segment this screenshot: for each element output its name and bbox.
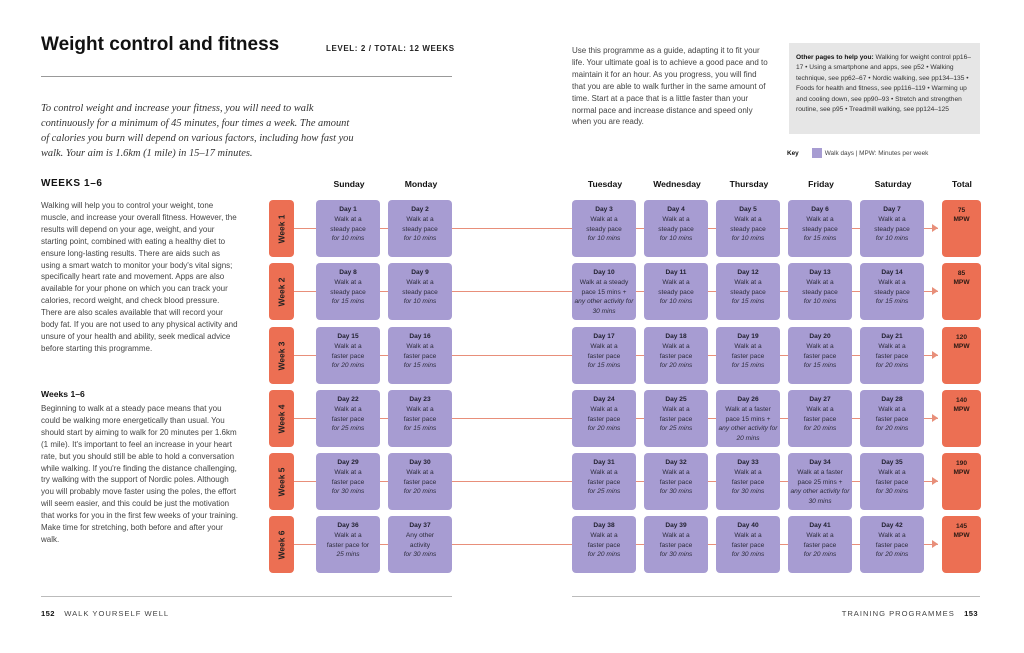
day-duration: for 20 mins [659,362,693,370]
arrow-right-icon [932,224,938,232]
day-number: Day 13 [809,269,831,276]
day-activity-line: Walk at a [878,278,906,286]
key-label: Key [787,149,799,157]
day-duration: for 20 mins [403,488,437,496]
total-unit: MPW [953,343,970,350]
day-activity-line: pace 25 mins + [797,478,843,486]
guide-paragraph: Use this programme as a guide, adapting it to fit your life. Your ultimate goal is to achieve a good pace and to maintain it for an hour. As you progress, you will find that you are able to walk further in the same amount of time. Start at a pace that is a little faster than your normal pace and increase distance and speed only when you are ready. [572,46,768,127]
day-duration: for 15 mins [731,298,765,306]
day-activity-line: steady pace [402,288,438,296]
day-activity-line: Walk at a [662,342,690,350]
day-activity-line: Walk at a [334,342,362,350]
day-activity-line: Walk at a [334,215,362,223]
week-label: Week 3 [276,341,287,370]
day-activity-line: steady pace [586,225,622,233]
day-card [572,453,636,510]
key-legend [787,148,928,158]
day-number: Day 26 [737,396,759,403]
day-activity-line: Walk at a [734,531,762,539]
day-number: Day 17 [593,333,615,340]
day-number: Day 21 [881,333,903,340]
day-duration: for 15 mins [803,362,837,370]
day-header-2: Tuesday [587,179,623,189]
day-duration: for 10 mins [331,235,365,243]
week-label-tab [269,516,294,573]
day-activity-line: faster pace [731,352,765,360]
help-box-text: Walking for weight control pp16–17 • Using a smartphone and apps, see p52 • Walking technique, see pp62–67 • Nordic walking, see pp134–135 • Foods for health and fitness, see pp116–119 • Warming up and cooling down, see pp90–93 • Stretch and strengthen routine, see p95 • Treadmill walking, see pp124–125 [796,54,971,114]
day-number: Day 20 [809,333,831,340]
day-activity-line: pace 15 mins + [725,415,771,423]
day-activity-line: faster pace [875,541,909,549]
day-card [716,516,780,573]
week-label: Week 5 [276,467,287,496]
week-label: Week 2 [276,277,287,306]
day-duration: for 20 mins [803,551,837,559]
day-card [716,453,780,510]
day-number: Day 34 [809,459,831,466]
total-minutes: 140 [955,397,967,404]
day-number: Day 23 [409,396,431,403]
weekly-total [942,516,981,573]
day-duration: for 10 mins [403,298,437,306]
day-activity-line: faster pace [659,541,693,549]
day-activity-line: faster pace [875,478,909,486]
week-row [0,516,1024,573]
day-card [788,327,852,384]
week-row [0,263,1024,320]
day-card [716,327,780,384]
day-number: Day 3 [595,206,613,213]
day-duration: for 10 mins [659,298,693,306]
day-activity-line: faster pace [659,478,693,486]
day-activity-line: Walk at a [734,278,762,286]
day-activity-line: Walk at a [806,278,834,286]
day-activity-line: Walk at a [406,215,434,223]
day-activity-line: faster pace [803,352,837,360]
day-number: Day 40 [737,522,759,529]
day-activity-line: Walk at a [590,468,618,476]
day-activity-line: faster pace [403,478,437,486]
day-duration: for 20 mins [331,362,365,370]
day-activity-line: faster pace [331,415,365,423]
footer-section-right: TRAINING PROGRAMMES [841,609,955,618]
day-duration: for 10 mins [875,235,909,243]
day-card [788,390,852,447]
key-text: Walk days | MPW: Minutes per week [824,149,929,157]
day-duration: for 20 mins [587,425,621,433]
day-activity-line: faster pace [659,415,693,423]
day-activity-line: faster pace [587,352,621,360]
day-number: Day 32 [665,459,687,466]
day-activity-line: Walk at a [590,215,618,223]
day-duration: for 30 mins [731,488,765,496]
day-activity-line: faster pace [731,541,765,549]
day-card [644,200,708,257]
day-activity-line: Walk at a [806,215,834,223]
day-card [860,263,924,320]
day-card [860,453,924,510]
day-duration: for 15 mins [403,362,437,370]
day-activity-line: steady pace [330,288,366,296]
sub-heading: Weeks 1–6 [41,389,85,399]
help-box-title: Other pages to help you: [796,54,874,61]
day-activity-line: faster pace [403,415,437,423]
day-activity-line: Walk at a [662,278,690,286]
day-number: Day 41 [809,522,831,529]
day-activity-line: Any other [405,531,435,539]
total-minutes: 145 [955,523,967,530]
page-number-right: 153 [964,609,978,618]
day-card [316,327,380,384]
day-card [860,390,924,447]
day-duration: for 10 mins [403,235,437,243]
day-card [788,200,852,257]
day-activity-line: Walk at a [406,405,434,413]
day-activity-line: pace 15 mins + [581,288,627,296]
day-number: Day 6 [811,206,829,213]
total-minutes: 190 [955,460,967,467]
day-number: Day 29 [337,459,359,466]
day-activity-line: steady pace [330,225,366,233]
day-activity-line: Walk at a [878,468,906,476]
day-header-0: Sunday [333,179,365,189]
day-duration: for 10 mins [803,298,837,306]
day-duration: for 30 mins [731,551,765,559]
total-unit: MPW [953,532,970,539]
day-activity-line: Walk at a [662,468,690,476]
day-duration: for 20 mins [875,362,909,370]
total-unit: MPW [953,279,970,286]
day-card [388,263,452,320]
day-card [572,390,636,447]
day-card [716,390,780,447]
body-paragraph-2: Beginning to walk at a steady pace means that you could be walking more energetically than usual. You should start by aiming to walk for 20 minutes per 1.6km (1 mile). It's important to feel an increase in your heart rate, but you should still be able to hold a conversation while walking. If you're finding the distance challenging, try walking with the support of Nordic poles. Although you will probably move faster using the poles, the effort will seem easier, and this could be just the motivation that works for you in the first few weeks of your training. Make time for stretching, both before and after your walk. [41,404,238,544]
arrow-right-icon [932,477,938,485]
day-activity-line: faster pace [587,415,621,423]
day-activity-line: faster pace [587,541,621,549]
footer-divider-left [41,596,452,597]
day-card [572,200,636,257]
day-number: Day 8 [339,269,357,276]
day-activity-line: Walk at a [734,215,762,223]
total-unit: MPW [953,469,970,476]
day-number: Day 22 [337,396,359,403]
day-activity-line: steady pace [802,225,838,233]
day-activity-line: faster pace [331,352,365,360]
day-number: Day 24 [593,396,615,403]
day-card [644,327,708,384]
day-number: Day 36 [337,522,359,529]
day-card [572,327,636,384]
day-number: Day 18 [665,333,687,340]
day-activity-line: Walk at a [734,342,762,350]
day-card [716,200,780,257]
week-label: Week 1 [276,214,287,243]
day-duration: for 15 mins [731,362,765,370]
arrow-right-icon [932,287,938,295]
day-number: Day 12 [737,269,759,276]
day-card [788,263,852,320]
day-number: Day 2 [411,206,429,213]
day-activity-line: Walk at a [590,405,618,413]
day-duration: for 20 mins [875,551,909,559]
day-duration: for 30 mins [659,551,693,559]
day-card [316,516,380,573]
total-minutes: 75 [957,207,966,214]
day-duration: for 15 mins [803,235,837,243]
day-activity-line: Walk at a [590,342,618,350]
week-row [0,327,1024,384]
day-number: Day 1 [339,206,357,213]
day-number: Day 39 [665,522,687,529]
day-activity-line: Walk at a steady [579,278,629,286]
day-activity-line: faster pace [803,415,837,423]
day-activity-line: steady pace [730,225,766,233]
day-duration: for 15 mins [403,425,437,433]
day-card [572,516,636,573]
footer-left [41,609,169,618]
day-activity-line: steady pace [874,288,910,296]
day-number: Day 14 [881,269,903,276]
week-label-tab [269,200,294,257]
day-number: Day 10 [593,269,615,276]
intro-paragraph: To control weight and increase your fitness, you will need to walk continuously for a minimum of 45 minutes, four times a week. The amount of calories you burn will depend on various factors, including how fast you walk. Your aim is 1.6km (1 mile) in 15–17 minutes. [41,103,354,159]
day-activity-line: Walk at a [662,215,690,223]
day-number: Day 4 [667,206,685,213]
page-title: Weight control and fitness [41,34,280,55]
day-activity-line: faster pace [659,352,693,360]
day-card [388,390,452,447]
day-activity-line: steady pace [402,225,438,233]
day-header-7: Total [952,179,972,189]
day-activity-line: steady pace [874,225,910,233]
footer-section-left: WALK YOURSELF WELL [64,609,170,618]
day-card [388,200,452,257]
day-card [316,200,380,257]
day-number: Day 5 [739,206,757,213]
day-activity-line: steady pace [658,225,694,233]
day-activity-line: Walk at a [406,278,434,286]
day-number: Day 28 [881,396,903,403]
day-activity-line: faster pace [875,415,909,423]
day-number: Day 37 [409,522,431,529]
day-card [644,453,708,510]
day-number: Day 27 [809,396,831,403]
body-paragraph-1: Walking will help you to control your weight, tone muscle, and increase your overall fitness. However, the results will depend on your age, weight, and your starting point, combined with eating a healthy diet to ensure long-lasting results. There are aids such as using a smart watch to monitor your body's vital signs; specifically heart rate and movement. Apps are also available for your phone on which you can track your calories, record weight, and check blood pressure. There are also scales available that will record your body fat. If you are not used to any physical activity and unsure of your health and ability, seek medical advice before starting this programme. [41,201,238,353]
day-number: Day 16 [409,333,431,340]
week-label-tab [269,390,294,447]
day-activity-line: activity [409,541,431,549]
day-card [572,263,636,320]
day-card [644,263,708,320]
arrow-right-icon [932,540,938,548]
day-activity-line: Walk at a [590,531,618,539]
arrow-right-icon [932,351,938,359]
day-activity-line: Walk at a [878,531,906,539]
day-activity-line: faster pace [803,541,837,549]
day-duration: any other activity for 30 mins [574,298,634,316]
footer-right [842,609,978,618]
day-activity-line: Walk at a [406,342,434,350]
day-duration: for 25 mins [587,488,621,496]
day-card [860,516,924,573]
day-activity-line: steady pace [730,288,766,296]
day-card [860,200,924,257]
day-activity-line: Walk at a [334,278,362,286]
total-minutes: 85 [957,270,966,277]
weekly-total [942,327,981,384]
day-duration: for 30 mins [403,551,437,559]
weeks-heading: WEEKS 1–6 [41,178,103,189]
week-label: Week 4 [276,404,287,433]
day-header-3: Wednesday [653,179,701,189]
week-label-tab [269,263,294,320]
title-divider [41,76,452,77]
day-duration: for 10 mins [731,235,765,243]
help-box [789,43,980,134]
day-activity-line: Walk at a [878,405,906,413]
day-number: Day 35 [881,459,903,466]
day-activity-line: faster pace for [326,541,370,549]
day-card [388,327,452,384]
day-duration: for 15 mins [331,298,365,306]
day-activity-line: Walk at a [334,405,362,413]
page-number-left: 152 [41,609,55,618]
week-row [0,453,1024,510]
walk-day-swatch [812,148,822,158]
day-activity-line: Walk at a [406,468,434,476]
day-number: Day 33 [737,459,759,466]
day-duration: for 30 mins [875,488,909,496]
day-card [860,327,924,384]
day-number: Day 19 [737,333,759,340]
day-duration: for 25 mins [659,425,693,433]
day-activity-line: Walk at a [806,405,834,413]
day-header-5: Friday [808,179,834,189]
day-duration: for 20 mins [803,425,837,433]
total-minutes: 120 [955,334,967,341]
level-line: LEVEL: 2 / TOTAL: 12 WEEKS [326,44,455,53]
day-number: Day 42 [881,522,903,529]
day-card [716,263,780,320]
day-duration: for 10 mins [659,235,693,243]
day-card [644,516,708,573]
day-number: Day 15 [337,333,359,340]
day-duration: for 30 mins [659,488,693,496]
day-duration: for 25 mins [331,425,365,433]
day-activity-line: faster pace [403,352,437,360]
day-card [388,516,452,573]
day-duration: for 15 mins [875,298,909,306]
day-activity-line: faster pace [875,352,909,360]
day-activity-line: Walk at a [806,342,834,350]
day-activity-line: steady pace [658,288,694,296]
total-unit: MPW [953,216,970,223]
week-label: Week 6 [276,530,287,559]
day-number: Day 30 [409,459,431,466]
day-card [316,390,380,447]
week-label-tab [269,327,294,384]
weekly-total [942,200,981,257]
day-number: Day 7 [883,206,901,213]
day-duration: for 10 mins [587,235,621,243]
day-card [644,390,708,447]
day-number: Day 25 [665,396,687,403]
day-activity-line: Walk at a [734,468,762,476]
day-header-1: Monday [404,179,438,189]
day-activity-line: Walk at a [662,405,690,413]
day-duration: for 15 mins [587,362,621,370]
day-number: Day 38 [593,522,615,529]
day-header-4: Thursday [729,179,769,189]
day-duration: for 20 mins [875,425,909,433]
day-card [788,453,852,510]
day-card [316,453,380,510]
week-row [0,390,1024,447]
weekly-total [942,453,981,510]
footer-divider-right [572,596,980,597]
day-activity-line: Walk at a [878,215,906,223]
day-activity-line: faster pace [587,478,621,486]
day-activity-line: Walk at a faster [725,405,771,413]
week-label-tab [269,453,294,510]
day-number: Day 11 [665,269,687,276]
day-card [388,453,452,510]
day-duration: for 30 mins [331,488,365,496]
day-duration: any other activity for 30 mins [790,488,850,506]
day-number: Day 9 [411,269,429,276]
day-header-6: Saturday [874,179,912,189]
day-activity-line: faster pace [331,478,365,486]
day-card [316,263,380,320]
day-activity-line: Walk at a [662,531,690,539]
day-number: Day 31 [593,459,615,466]
day-card [788,516,852,573]
weekly-total [942,263,981,320]
day-activity-line: Walk at a [806,531,834,539]
total-unit: MPW [953,406,970,413]
day-activity-line: steady pace [802,288,838,296]
week-row [0,200,1024,257]
weekly-total [942,390,981,447]
day-duration: any other activity for 20 mins [718,425,778,443]
day-activity-line: faster pace [731,478,765,486]
day-activity-line: Walk at a faster [797,468,843,476]
day-activity-line: Walk at a [334,468,362,476]
day-duration: for 20 mins [587,551,621,559]
day-activity-line: Walk at a [334,531,362,539]
day-duration: 25 mins [336,551,360,559]
arrow-right-icon [932,414,938,422]
day-activity-line: Walk at a [878,342,906,350]
